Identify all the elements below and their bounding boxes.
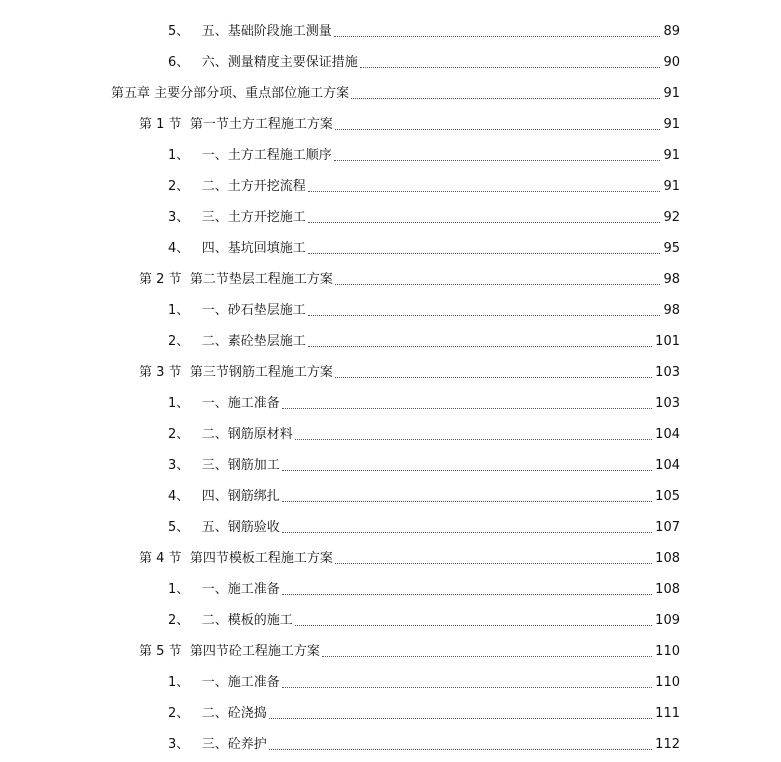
entry-number: 6、 [168, 55, 190, 70]
toc-entry[interactable] [139, 640, 680, 660]
toc-entry[interactable] [168, 392, 680, 412]
toc-entry[interactable] [139, 268, 680, 288]
entry-page: 89 [663, 24, 680, 39]
entry-title: 第三节钢筋工程施工方案 [189, 365, 333, 380]
entry-page: 112 [655, 737, 680, 752]
entry-page: 110 [655, 675, 680, 690]
entry-page: 98 [663, 303, 680, 318]
entry-title: 三、钢筋加工 [201, 458, 280, 473]
toc-entry[interactable] [139, 361, 680, 381]
entry-title: 一、砂石垫层施工 [201, 303, 306, 318]
entry-number: 1、 [168, 396, 190, 411]
dot-leader [282, 408, 652, 409]
entry-number: 2、 [168, 179, 190, 194]
entry-number: 5、 [168, 520, 190, 535]
entry-number: 3、 [168, 458, 190, 473]
entry-page: 103 [655, 365, 680, 380]
toc-entry[interactable] [168, 330, 680, 350]
entry-title: 第四节砼工程施工方案 [189, 644, 320, 659]
toc-entry[interactable] [168, 51, 680, 71]
entry-number: 2、 [168, 334, 190, 349]
dot-leader [360, 67, 661, 68]
toc-entry[interactable] [168, 206, 680, 226]
toc-entry[interactable] [168, 702, 680, 722]
entry-page: 90 [663, 55, 680, 70]
entry-title: 二、模板的施工 [201, 613, 293, 628]
entry-page: 104 [655, 427, 680, 442]
dot-leader [322, 656, 652, 657]
entry-title: 一、施工准备 [201, 582, 280, 597]
entry-page: 104 [655, 458, 680, 473]
entry-title: 一、施工准备 [201, 396, 280, 411]
toc-entry[interactable] [111, 82, 680, 102]
dot-leader [295, 439, 652, 440]
entry-page: 95 [663, 241, 680, 256]
dot-leader [335, 284, 661, 285]
entry-title: 主要分部分项、重点部位施工方案 [154, 86, 350, 101]
dot-leader [269, 749, 652, 750]
dot-leader [334, 160, 661, 161]
entry-title: 二、砼浇捣 [201, 706, 267, 721]
entry-number: 2、 [168, 427, 190, 442]
entry-title: 五、基础阶段施工测量 [201, 24, 332, 39]
entry-title: 二、钢筋原材料 [201, 427, 293, 442]
toc-entry[interactable] [168, 516, 680, 536]
entry-number: 3、 [168, 737, 190, 752]
toc-entry[interactable] [168, 20, 680, 40]
entry-number: 第 2 节 [139, 272, 182, 287]
entry-title: 第二节垫层工程施工方案 [189, 272, 333, 287]
toc-entry[interactable] [168, 454, 680, 474]
entry-page: 91 [663, 148, 680, 163]
dot-leader [308, 346, 652, 347]
entry-number: 5、 [168, 24, 190, 39]
toc-entry[interactable] [168, 609, 680, 629]
entry-title: 六、测量精度主要保证措施 [201, 55, 358, 70]
entry-page: 108 [655, 551, 680, 566]
entry-page: 103 [655, 396, 680, 411]
dot-leader [351, 98, 660, 99]
entry-page: 92 [663, 210, 680, 225]
entry-title: 三、砼养护 [201, 737, 267, 752]
dot-leader [295, 625, 652, 626]
entry-number: 第 3 节 [139, 365, 182, 380]
entry-number: 第 1 节 [139, 117, 182, 132]
entry-page: 110 [655, 644, 680, 659]
entry-title: 二、土方开挖流程 [201, 179, 306, 194]
entry-number: 2、 [168, 706, 190, 721]
toc-entry[interactable] [168, 733, 680, 753]
toc-entry[interactable] [168, 237, 680, 257]
entry-page: 101 [655, 334, 680, 349]
entry-title: 一、施工准备 [201, 675, 280, 690]
entry-title: 二、素砼垫层施工 [201, 334, 306, 349]
toc-entry[interactable] [139, 547, 680, 567]
entry-number: 第 5 节 [139, 644, 182, 659]
dot-leader [308, 315, 661, 316]
entry-page: 107 [655, 520, 680, 535]
entry-number: 1、 [168, 303, 190, 318]
entry-number: 第 4 节 [139, 551, 182, 566]
toc-entry[interactable] [168, 423, 680, 443]
toc-entry[interactable] [168, 671, 680, 691]
entry-number: 1、 [168, 675, 190, 690]
entry-title: 第一节土方工程施工方案 [189, 117, 333, 132]
entry-page: 109 [655, 613, 680, 628]
entry-title: 四、基坑回填施工 [201, 241, 306, 256]
dot-leader [282, 594, 652, 595]
entry-number: 4、 [168, 489, 190, 504]
entry-page: 108 [655, 582, 680, 597]
dot-leader [269, 718, 652, 719]
entry-number: 1、 [168, 148, 190, 163]
toc-entry[interactable] [168, 485, 680, 505]
entry-title: 五、钢筋验收 [201, 520, 280, 535]
entry-number: 2、 [168, 613, 190, 628]
dot-leader [282, 501, 652, 502]
entry-title: 四、钢筋绑扎 [201, 489, 280, 504]
dot-leader [308, 191, 661, 192]
entry-title: 三、土方开挖施工 [201, 210, 306, 225]
entry-page: 91 [663, 117, 680, 132]
dot-leader [308, 253, 661, 254]
dot-leader [282, 470, 652, 471]
toc-entry[interactable] [168, 578, 680, 598]
entry-number: 1、 [168, 582, 190, 597]
dot-leader [335, 129, 661, 130]
entry-title: 一、土方工程施工顺序 [201, 148, 332, 163]
toc-entry[interactable] [168, 299, 680, 319]
dot-leader [282, 532, 652, 533]
toc-entry[interactable] [168, 175, 680, 195]
toc-entry[interactable] [168, 144, 680, 164]
dot-leader [282, 687, 652, 688]
entry-number: 4、 [168, 241, 190, 256]
dot-leader [334, 36, 661, 37]
entry-page: 91 [663, 179, 680, 194]
dot-leader [335, 377, 652, 378]
entry-title: 第四节模板工程施工方案 [189, 551, 333, 566]
entry-number: 第五章 [111, 86, 151, 101]
toc-entry[interactable] [139, 113, 680, 133]
entry-number: 3、 [168, 210, 190, 225]
entry-page: 98 [663, 272, 680, 287]
dot-leader [308, 222, 661, 223]
entry-page: 111 [655, 706, 680, 721]
entry-page: 105 [655, 489, 680, 504]
dot-leader [335, 563, 652, 564]
entry-page: 91 [663, 86, 680, 101]
